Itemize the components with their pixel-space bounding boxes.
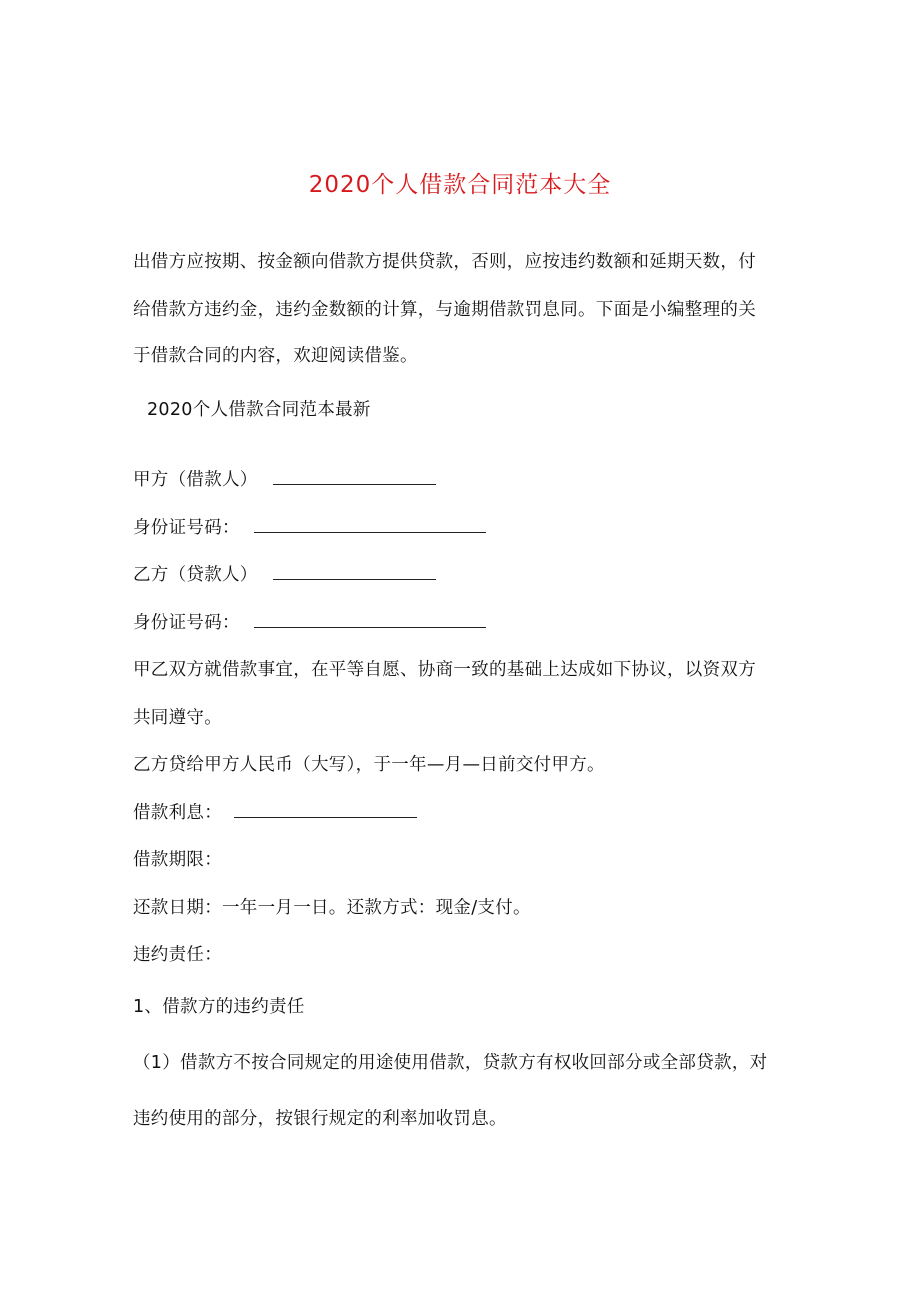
party-a-field	[133, 468, 436, 492]
document-subtitle: 2020个人借款合同范本最新	[147, 400, 371, 420]
id-number-b-field	[133, 611, 486, 635]
clause-1-1-line-2: 违约使用的部分，按银行规定的利率加收罚息。	[133, 1109, 507, 1129]
id-number-a-blank-line	[254, 517, 486, 533]
interest-blank-line	[234, 802, 417, 818]
id-number-b-label: 身份证号码：	[133, 613, 240, 633]
id-number-a-field	[133, 516, 486, 540]
party-a-label: 甲方（借款人）	[133, 470, 258, 490]
intro-line-3: 于借款合同的内容，欢迎阅读借鉴。	[133, 346, 418, 366]
agreement-line-1: 甲乙双方就借款事宜，在平等自愿、协商一致的基础上达成如下协议，以资双方	[133, 660, 756, 680]
party-b-label: 乙方（贷款人）	[133, 565, 258, 585]
party-b-field	[133, 563, 436, 587]
document-title: 2020个人借款合同范本大全	[308, 172, 612, 198]
interest-label: 借款利息：	[133, 803, 222, 823]
interest-field	[133, 801, 417, 825]
intro-line-1: 出借方应按期、按金额向借款方提供贷款，否则，应按违约数额和延期天数，付	[133, 252, 756, 272]
agreement-line-2: 共同遵守。	[133, 708, 222, 728]
loan-amount-text: 乙方贷给甲方人民币（大写），于一年—月—日前交付甲方。	[133, 755, 605, 775]
party-b-blank-line	[273, 564, 436, 580]
clause-1-1-line-1: （1）借款方不按合同规定的用途使用借款，贷款方有权收回部分或全部贷款，对	[133, 1053, 768, 1073]
party-a-blank-line	[273, 469, 436, 485]
id-number-a-label: 身份证号码：	[133, 518, 240, 538]
repayment-text: 还款日期：一年一月一日。还款方式：现金/支付。	[133, 898, 531, 918]
clause-1-heading: 1、借款方的违约责任	[133, 997, 305, 1017]
breach-heading: 违约责任：	[133, 945, 222, 965]
id-number-b-blank-line	[254, 612, 486, 628]
intro-line-2: 给借款方违约金，违约金数额的计算，与逾期借款罚息同。下面是小编整理的关	[133, 300, 756, 320]
term-label: 借款期限：	[133, 850, 222, 870]
